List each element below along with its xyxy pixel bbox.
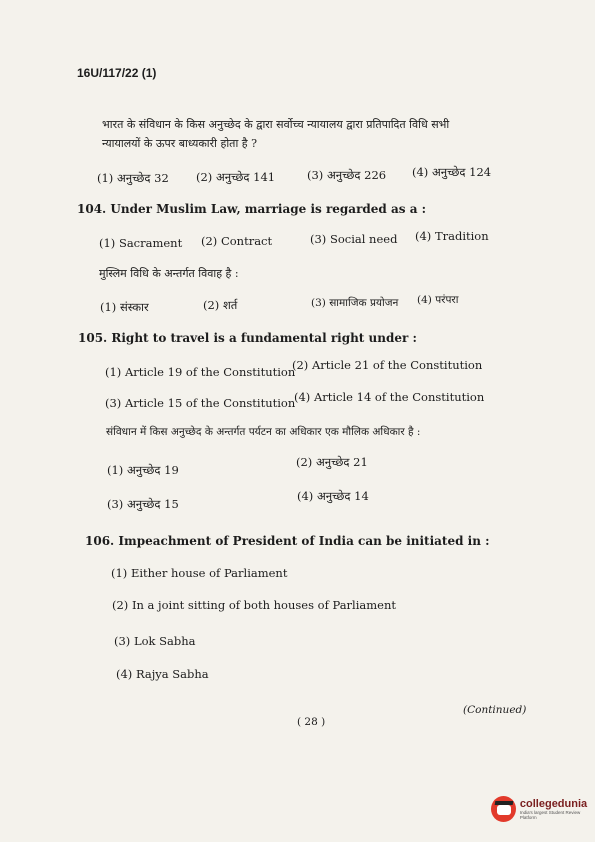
q104-hindi-option-1: (1) संस्कार: [100, 300, 149, 314]
q105-hindi-question: संविधान में किस अनुच्छेद के अन्तर्गत पर्यटन का अधिकार एक मौलिक अधिकार है :: [106, 426, 421, 438]
q105-hindi-option-3: (3) अनुच्छेद 15: [107, 497, 179, 511]
q104-hindi-option-3: (3) सामाजिक प्रयोजन: [311, 297, 399, 309]
continued-label: (Continued): [463, 704, 527, 716]
collegedunia-watermark: [491, 796, 595, 822]
q105-question: 105. Right to travel is a fundamental right under :: [78, 331, 417, 345]
paper-code: 16U/117/22 (1): [77, 66, 157, 80]
q105-option-4: (4) Article 14 of the Constitution: [294, 390, 485, 404]
q103-hindi-line1: भारत के संविधान के किस अनुच्छेद के द्वारा सर्वोच्च न्यायालय द्वारा प्रतिपादित विधि सभी: [102, 118, 450, 131]
q106-option-4: (4) Rajya Sabha: [116, 667, 209, 681]
q104-hindi-option-4: (4) परंपरा: [417, 294, 459, 306]
q103-hindi-line2: न्यायालयों के ऊपर बाध्यकारी होता है ?: [102, 137, 258, 150]
q105-hindi-option-4: (4) अनुच्छेद 14: [297, 489, 369, 503]
q106-question: 106. Impeachment of President of India can be initiated in :: [85, 534, 490, 548]
graduate-cap-icon: [491, 796, 516, 822]
q103-option-1: (1) अनुच्छेद 32: [97, 171, 169, 185]
watermark-tagline: India's largest Student Review Platform: [519, 810, 581, 820]
q104-option-3: (3) Social need: [310, 232, 398, 246]
watermark-brand: collegedunia: [519, 798, 588, 810]
q104-option-4: (4) Tradition: [415, 229, 489, 243]
q105-option-2: (2) Article 21 of the Constitution: [292, 358, 483, 372]
q103-option-2: (2) अनुच्छेद 141: [196, 170, 276, 184]
q104-option-1: (1) Sacrament: [99, 236, 183, 250]
q103-option-3: (3) अनुच्छेद 226: [307, 168, 387, 182]
q106-option-1: (1) Either house of Parliament: [111, 566, 288, 580]
q105-hindi-option-1: (1) अनुच्छेद 19: [107, 463, 179, 477]
page-number: ( 28 ): [297, 716, 326, 728]
q104-hindi-option-2: (2) शर्त: [203, 298, 238, 312]
q106-option-2: (2) In a joint sitting of both houses of Parliament: [112, 598, 397, 612]
q105-option-3: (3) Article 15 of the Constitution: [105, 396, 296, 410]
q104-question: 104. Under Muslim Law, marriage is regarded as a :: [77, 202, 427, 216]
q105-option-1: (1) Article 19 of the Constitution: [105, 365, 296, 379]
q106-option-3: (3) Lok Sabha: [114, 634, 196, 648]
q104-option-2: (2) Contract: [201, 234, 273, 248]
q104-hindi-question: मुस्लिम विधि के अन्तर्गत विवाह है :: [99, 267, 239, 280]
q105-hindi-option-2: (2) अनुच्छेद 21: [296, 455, 368, 469]
q103-option-4: (4) अनुच्छेद 124: [412, 165, 492, 179]
